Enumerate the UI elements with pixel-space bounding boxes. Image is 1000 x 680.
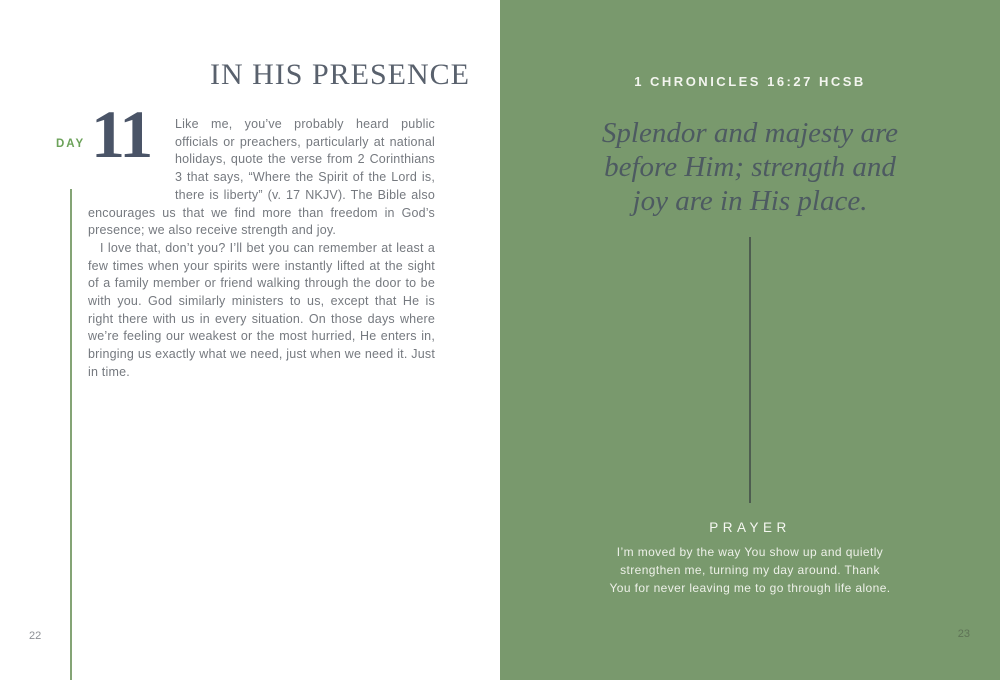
prayer-line: You for never leaving me to go through life alone. xyxy=(609,581,891,596)
day-number: 11 xyxy=(91,96,152,172)
prayer-text xyxy=(500,543,1000,598)
devotional-paragraph-2: I love that, don’t you? I’ll bet you can remember at least a few times when your spirits were instantly lifted at the sight of a family member or friend walking through the door to be with you. God similarly ministers to us, except that He is right there with us in every situation. On those days where we’re feeling our weakest or the most hurried, He enters in, bringing us exactly what we need, just when we need it. Just in time. xyxy=(88,240,435,379)
verse-reference: 1 CHRONICLES 16:27 HCSB xyxy=(634,74,866,89)
day-number-spacer xyxy=(88,116,175,187)
devotional-body xyxy=(88,116,435,382)
devotional-paragraph-1: Like me, you’ve probably heard public officials or preachers, particularly at national holidays, quote the verse from 2 Corinthians 3 that says, “Where the Spirit of the Lord is, there is liberty” (v. 17 NKJV). The Bible also encourages us that we find more than freedom in God’s presence; we also receive strength and joy. xyxy=(88,117,435,238)
verse-line: before Him; strength and xyxy=(604,151,896,183)
chapter-title: IN HIS PRESENCE xyxy=(209,58,471,91)
day-label: DAY xyxy=(56,138,86,150)
verse-text xyxy=(500,116,1000,218)
vertical-rule xyxy=(749,237,751,503)
prayer-line: strengthen me, turning my day around. Thank xyxy=(620,563,880,578)
prayer-line: I’m moved by the way You show up and quietly xyxy=(616,545,884,559)
verse-line: Splendor and majesty are xyxy=(601,117,899,149)
right-page xyxy=(500,0,1000,680)
page-number-right: 23 xyxy=(957,628,970,640)
page-number-left: 22 xyxy=(29,630,42,642)
verse-line: joy are in His place. xyxy=(632,185,868,217)
prayer-heading: PRAYER xyxy=(709,520,791,535)
left-accent-rule xyxy=(70,189,72,680)
